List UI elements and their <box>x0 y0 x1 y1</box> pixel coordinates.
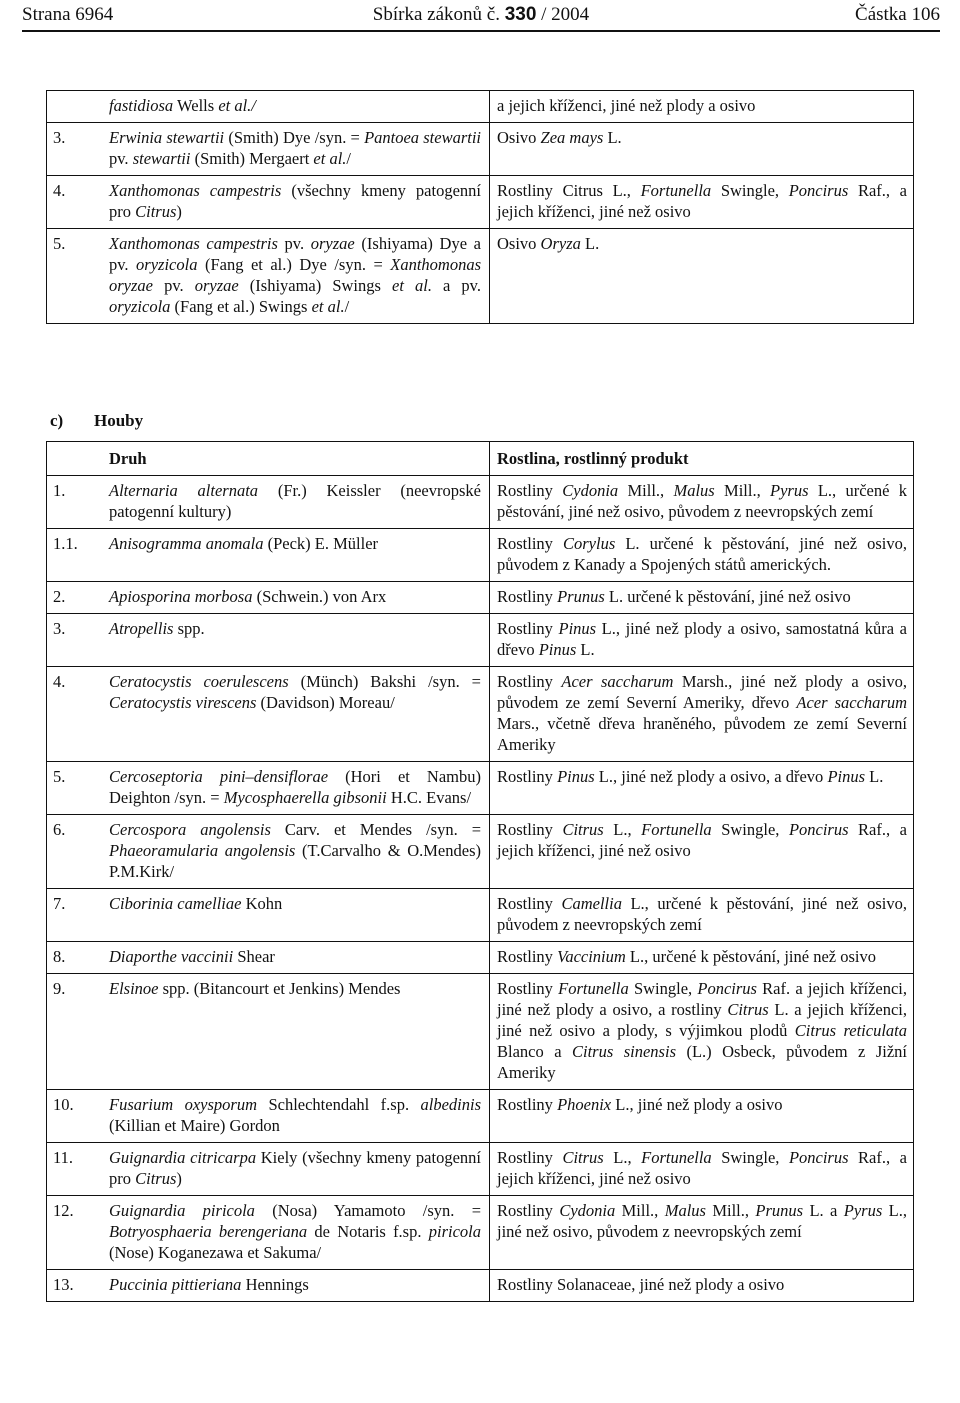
header-rule <box>22 30 940 32</box>
organism-name: Guignardia citricarpa Kiely (všechny kmeny patogenní pro Citrus) <box>103 1143 490 1196</box>
table-row <box>47 667 914 762</box>
organism-name: Anisogramma anomala (Peck) E. Müller <box>103 529 490 582</box>
table-row <box>47 762 914 815</box>
organism-name: Fusarium oxysporum Schlechtendahl f.sp. albedinis (Killian et Maire) Gordon <box>103 1090 490 1143</box>
organism-name: Diaporthe vaccinii Shear <box>103 942 490 974</box>
section-title: Houby <box>94 411 144 430</box>
table-row <box>47 91 914 123</box>
collection-title <box>22 4 940 26</box>
table-row <box>47 229 914 324</box>
organism-name: Erwinia stewartii (Smith) Dye /syn. = Pantoea stewartii pv. stewartii (Smith) Mergaert et al./ <box>103 123 490 176</box>
organism-name: Ceratocystis coerulescens (Münch) Bakshi /syn. = Ceratocystis virescens (Davidson) Moreau/ <box>103 667 490 762</box>
organism-name: fastidiosa Wells et al./ <box>103 91 490 123</box>
table-row <box>47 1196 914 1270</box>
row-number: 3. <box>47 614 104 667</box>
host-plant: Rostliny Citrus L., Fortunella Swingle, Poncirus Raf., a jejich kříženci, jiné než osivo <box>490 176 914 229</box>
row-number: 12. <box>47 1196 104 1270</box>
collection-prefix: Sbírka zákonů č. <box>372 4 500 25</box>
host-plant: Rostliny Phoenix L., jiné než plody a osivo <box>490 1090 914 1143</box>
host-plant: Rostliny Pinus L., jiné než plody a osivo, a dřevo Pinus L. <box>490 762 914 815</box>
organism-name: Atropellis spp. <box>103 614 490 667</box>
table-row <box>47 1143 914 1196</box>
row-number: 9. <box>47 974 104 1090</box>
bacteria-table <box>46 90 914 324</box>
table-row <box>47 1090 914 1143</box>
table-row <box>47 476 914 529</box>
row-number: 13. <box>53 1275 74 1294</box>
collection-year: / 2004 <box>541 4 590 25</box>
header-num-cell <box>47 442 104 476</box>
organism-name: Ciborinia camelliae Kohn <box>103 889 490 942</box>
host-plant: Rostliny Pinus L., jiné než plody a osivo, samostatná kůra a dřevo Pinus L. <box>490 614 914 667</box>
table-row <box>47 529 914 582</box>
table-header-row <box>47 442 914 476</box>
collection-number: 330 <box>504 4 537 25</box>
organism-name: Cercospora angolensis Carv. et Mendes /syn. = Phaeoramularia angolensis (T.Carvalho & O.Mendes) P.M.Kirk/ <box>103 815 490 889</box>
header-rostlina: Rostlina, rostlinný produkt <box>490 442 914 476</box>
table-row <box>47 123 914 176</box>
row-number: 4. <box>47 176 104 229</box>
host-plant: Rostliny Corylus L. určené k pěstování, jiné než osivo, původem z Kanady a Spojených států amerických. <box>490 529 914 582</box>
host-plant: Osivo Zea mays L. <box>490 123 914 176</box>
host-plant: a jejich kříženci, jiné než plody a osivo <box>490 91 914 123</box>
row-number: 5. <box>47 762 104 815</box>
host-plant: Rostliny Citrus L., Fortunella Swingle, Poncirus Raf., a jejich kříženci, jiné než osivo <box>490 1143 914 1196</box>
table-row <box>47 889 914 942</box>
organism-name: Apiosporina morbosa (Schwein.) von Arx <box>103 582 490 614</box>
section-letter: c) <box>50 411 64 430</box>
table-row <box>47 582 914 614</box>
host-plant: Rostliny Camellia L., určené k pěstování, jiné než osivo, původem z neevropských zemí <box>490 889 914 942</box>
organism-name: Elsinoe spp. (Bitancourt et Jenkins) Mendes <box>103 974 490 1090</box>
row-number: 2. <box>47 582 104 614</box>
row-number: 1.1. <box>47 529 104 582</box>
part-number: Částka 106 <box>855 4 940 25</box>
row-number <box>47 91 104 123</box>
row-number: 1. <box>47 476 104 529</box>
row-number: 4. <box>47 667 104 762</box>
organism-name: Xanthomonas campestris (všechny kmeny patogenní pro Citrus) <box>103 176 490 229</box>
host-plant: Rostliny Citrus L., Fortunella Swingle, Poncirus Raf., a jejich kříženci, jiné než osivo <box>490 815 914 889</box>
host-plant: Rostliny Prunus L. určené k pěstování, jiné než osivo <box>490 582 914 614</box>
host-plant: Rostliny Cydonia Mill., Malus Mill., Pyrus L., určené k pěstování, jiné než osivo, původem z neevropských zemí <box>490 476 914 529</box>
row-number: 3. <box>47 123 104 176</box>
organism-name: Puccinia pittieriana Hennings <box>103 1270 490 1302</box>
host-plant: Rostliny Cydonia Mill., Malus Mill., Prunus L. a Pyrus L., jiné než osivo, původem z neevropských zemí <box>490 1196 914 1270</box>
fungi-table <box>46 441 914 1302</box>
table-row <box>47 942 914 974</box>
host-plant: Osivo Oryza L. <box>497 234 600 253</box>
organism-name: Xanthomonas campestris pv. oryzae (Ishiyama) Dye a pv. oryzicola (Fang et al.) Dye /syn. = Xanthomonas oryzae pv. oryzae (Ishiyama) Swings et al. a pv. oryzicola (Fang et al.) Swings et al./ <box>103 229 490 324</box>
page-number: Strana 6964 <box>22 4 114 25</box>
row-number: 10. <box>47 1090 104 1143</box>
table-row <box>47 1270 914 1302</box>
organism-name: Cercoseptoria pini–densiflorae (Hori et Nambu) Deighton /syn. = Mycosphaerella gibsonii H.C. Evans/ <box>103 762 490 815</box>
row-number: 5. <box>53 234 66 253</box>
header-druh: Druh <box>103 442 490 476</box>
organism-name: Alternaria alternata (Fr.) Keissler (neevropské patogenní kultury) <box>103 476 490 529</box>
row-number: 11. <box>47 1143 104 1196</box>
host-plant: Rostliny Solanaceae, jiné než plody a osivo <box>497 1275 785 1294</box>
table-row <box>47 614 914 667</box>
organism-name: Guignardia piricola (Nosa) Yamamoto /syn. = Botryosphaeria berengeriana de Notaris f.sp. piricola (Nose) Koganezawa et Sakuma/ <box>103 1196 490 1270</box>
row-number: 7. <box>47 889 104 942</box>
section-heading <box>50 411 143 431</box>
row-number: 6. <box>47 815 104 889</box>
row-number: 8. <box>47 942 104 974</box>
table-row <box>47 176 914 229</box>
host-plant: Rostliny Vaccinium L., určené k pěstování, jiné než osivo <box>490 942 914 974</box>
host-plant: Rostliny Fortunella Swingle, Poncirus Raf. a jejich kříženci, jiné než plody a osivo, a rostliny Citrus L. a jejich kříženci, jiné než osivo a plody, s výjimkou plodů Citrus reticulata Blanco a Citrus sinensis (L.) Osbeck, původem z Jižní Ameriky <box>490 974 914 1090</box>
table-row <box>47 974 914 1090</box>
host-plant: Rostliny Acer saccharum Marsh., jiné než plody a osivo, původem ze zemí Severní Ameriky, dřevo Acer saccharum Mars., včetně dřeva hraněného, původem ze zemí Severní Ameriky <box>490 667 914 762</box>
page-header <box>22 4 940 30</box>
table-row <box>47 815 914 889</box>
